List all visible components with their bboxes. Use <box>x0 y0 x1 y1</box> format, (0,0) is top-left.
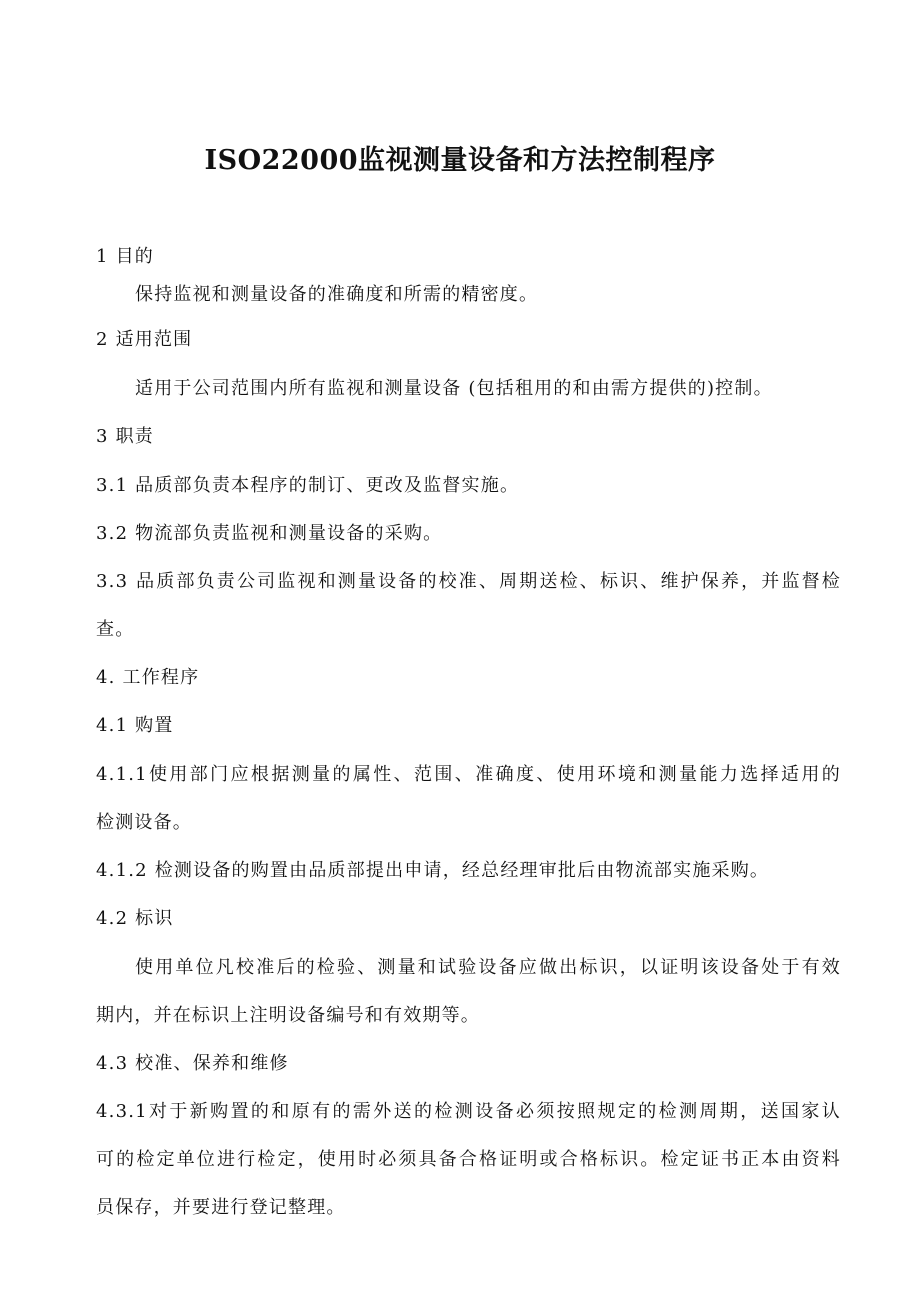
section-1-heading: 1 目的 <box>96 246 154 267</box>
section-4-3-1-line-1: 4.3.1对于新购置的和原有的需外送的检测设备必须按照规定的检测周期，送国家认 <box>96 1101 841 1122</box>
section-3-3-line-2: 查。 <box>96 619 135 640</box>
section-3-3-line-1: 3.3 品质部负责公司监视和测量设备的校准、周期送检、标识、维护保养，并监督检 <box>96 571 841 592</box>
section-4-3-1-line-3: 员保存，并要进行登记整理。 <box>96 1197 346 1218</box>
section-3-heading: 3 职责 <box>96 426 154 447</box>
section-4-heading: 4. 工作程序 <box>96 667 200 688</box>
section-4-2-body-line-2: 期内，并在标识上注明设备编号和有效期等。 <box>96 1005 480 1026</box>
section-4-2-heading: 4.2 标识 <box>96 908 174 929</box>
section-4-2-body-line-1: 使用单位凡校准后的检验、测量和试验设备应做出标识，以证明该设备处于有效 <box>135 957 841 978</box>
section-4-1-2: 4.1.2 检测设备的购置由品质部提出申请，经总经理审批后由物流部实施采购。 <box>96 860 770 881</box>
section-4-1-heading: 4.1 购置 <box>96 715 174 736</box>
section-3-2: 3.2 物流部负责监视和测量设备的采购。 <box>96 523 443 544</box>
section-1-body: 保持监视和测量设备的准确度和所需的精密度。 <box>135 284 539 305</box>
section-4-1-1-line-2: 检测设备。 <box>96 812 192 833</box>
section-2-heading: 2 适用范围 <box>96 329 193 350</box>
section-4-3-heading: 4.3 校准、保养和维修 <box>96 1053 289 1074</box>
document-title: ISO22000监视测量设备和方法控制程序 <box>204 145 716 176</box>
section-4-3-1-line-2: 可的检定单位进行检定，使用时必须具备合格证明或合格标识。检定证书正本由资料 <box>96 1149 841 1170</box>
section-2-body: 适用于公司范围内所有监视和测量设备 (包括租用的和由需方提供的)控制。 <box>135 378 773 399</box>
section-4-1-1-line-1: 4.1.1使用部门应根据测量的属性、范围、准确度、使用环境和测量能力选择适用的 <box>96 764 841 785</box>
section-3-1: 3.1 品质部负责本程序的制订、更改及监督实施。 <box>96 475 520 496</box>
